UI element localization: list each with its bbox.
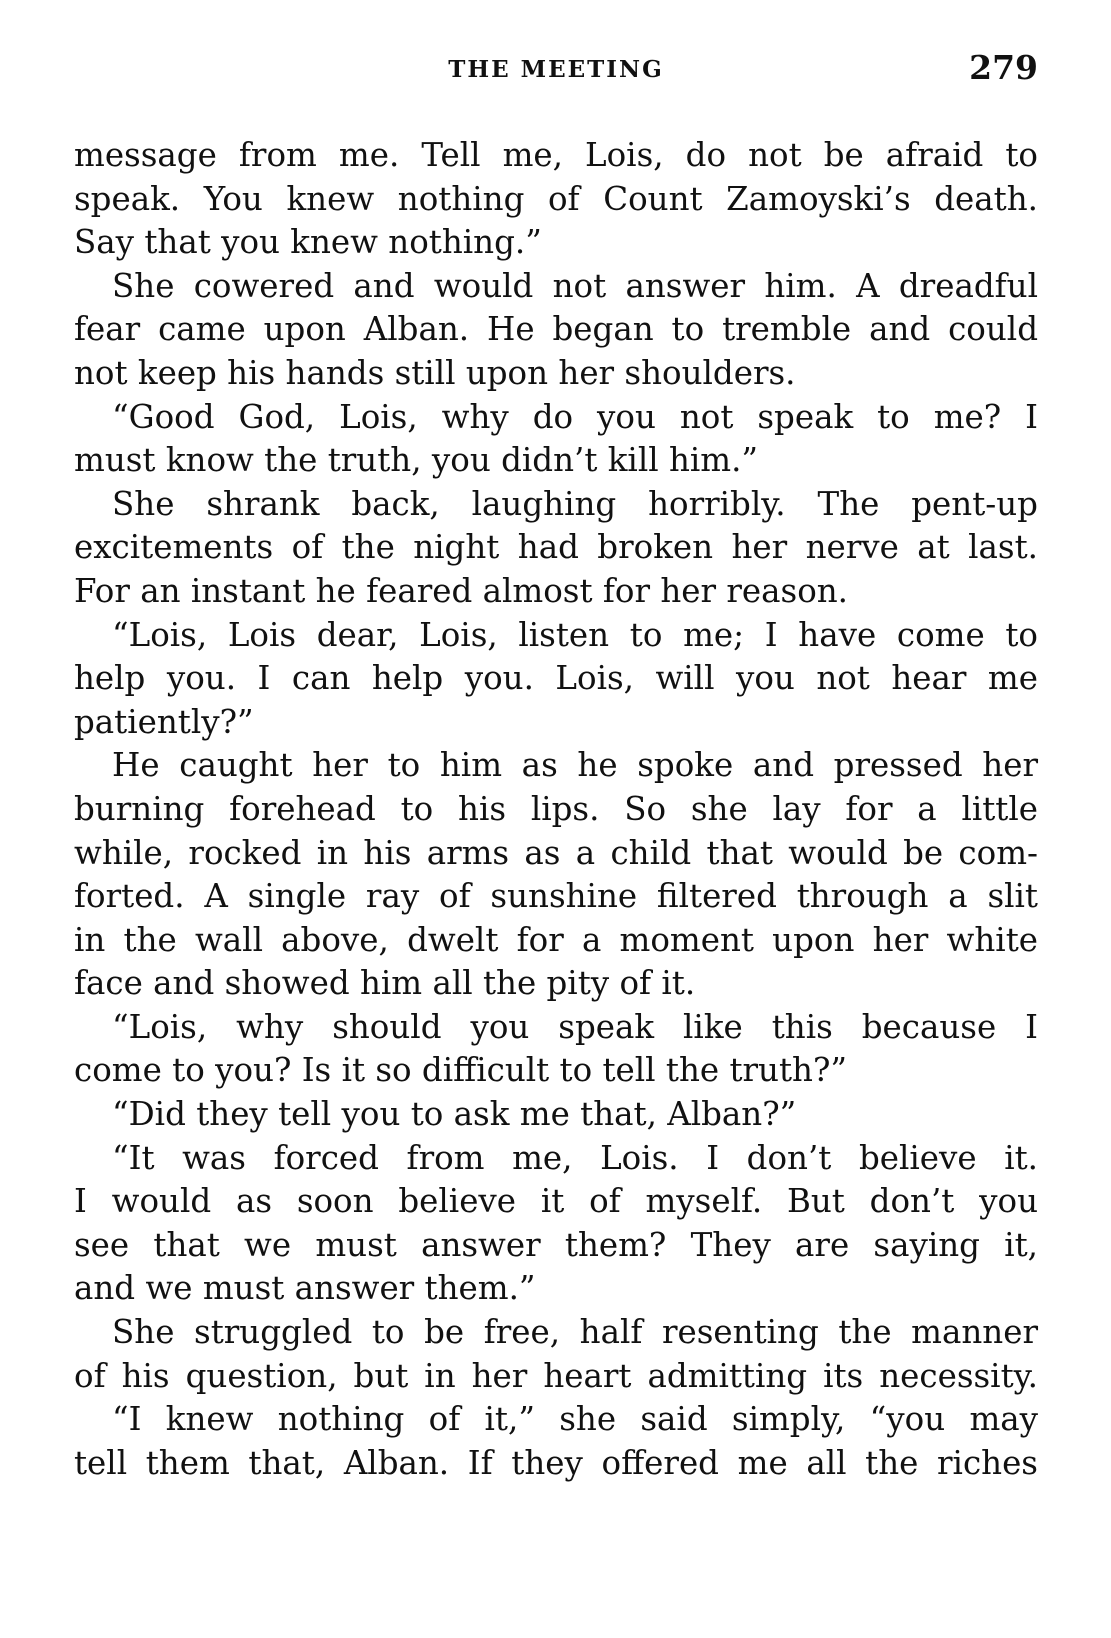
book-page (74, 48, 1038, 1485)
text-line: patiently?” (74, 702, 254, 741)
text-line: “Lois, Lois dear, Lois, listen to me; I have come to (112, 615, 1038, 654)
text-line: fear came upon Alban. He began to tremble and could (74, 310, 1038, 349)
text-line: message from me. Tell me, Lois, do not be afraid to (74, 136, 1038, 174)
text-line: For an instant he feared almost for her reason. (74, 571, 849, 610)
text-line: I would as soon believe it of myself. But don’t you (74, 1182, 1038, 1221)
text-line: speak. You knew nothing of Count Zamoyski’s death. (74, 179, 1038, 218)
text-line: not keep his hands still upon her shoulders. (74, 353, 796, 392)
text-line: “I knew nothing of it,” she said simply, “you may (112, 1400, 1038, 1439)
text-line: She cowered and would not answer him. A dreadful (112, 266, 1038, 305)
text-line: burning forehead to his lips. So she lay for a little (74, 789, 1038, 828)
text-line: help you. I can help you. Lois, will you not hear me (74, 659, 1038, 698)
text-line: tell them that, Alban. If they offered me all the riches (74, 1443, 1038, 1482)
text-line: He caught her to him as he spoke and pressed her (112, 746, 1038, 785)
body-text (74, 134, 1038, 1485)
text-line: see that we must answer them? They are saying it, (74, 1225, 1038, 1264)
running-title: THE MEETING (448, 56, 664, 83)
text-line: and we must answer them.” (74, 1269, 536, 1308)
page-number: 279 (969, 48, 1038, 87)
text-line: “Did they tell you to ask me that, Alban?” (112, 1095, 797, 1134)
text-line: Say that you knew nothing.” (74, 223, 542, 262)
text-line: in the wall above, dwelt for a moment upon her white (74, 920, 1038, 959)
text-line: “Lois, why should you speak like this because I (112, 1007, 1038, 1046)
text-line: face and showed him all the pity of it. (74, 964, 696, 1003)
text-line: “Good God, Lois, why do you not speak to me? I (112, 397, 1038, 436)
text-line: She struggled to be free, half resenting the manner (112, 1313, 1038, 1352)
text-line: excitements of the night had broken her nerve at last. (74, 528, 1038, 567)
text-line: forted. A single ray of sunshine filtered through a slit (74, 877, 1038, 916)
text-line: of his question, but in her heart admitting its necessity. (74, 1356, 1038, 1395)
text-line: She shrank back, laughing horribly. The pent-up (112, 484, 1038, 523)
text-line: “It was forced from me, Lois. I don’t believe it. (112, 1138, 1038, 1177)
text-line: while, rocked in his arms as a child that would be com- (74, 833, 1038, 872)
text-line: must know the truth, you didn’t kill him.” (74, 441, 759, 480)
running-header (74, 48, 1038, 96)
text-line: come to you? Is it so difficult to tell the truth?” (74, 1051, 848, 1090)
